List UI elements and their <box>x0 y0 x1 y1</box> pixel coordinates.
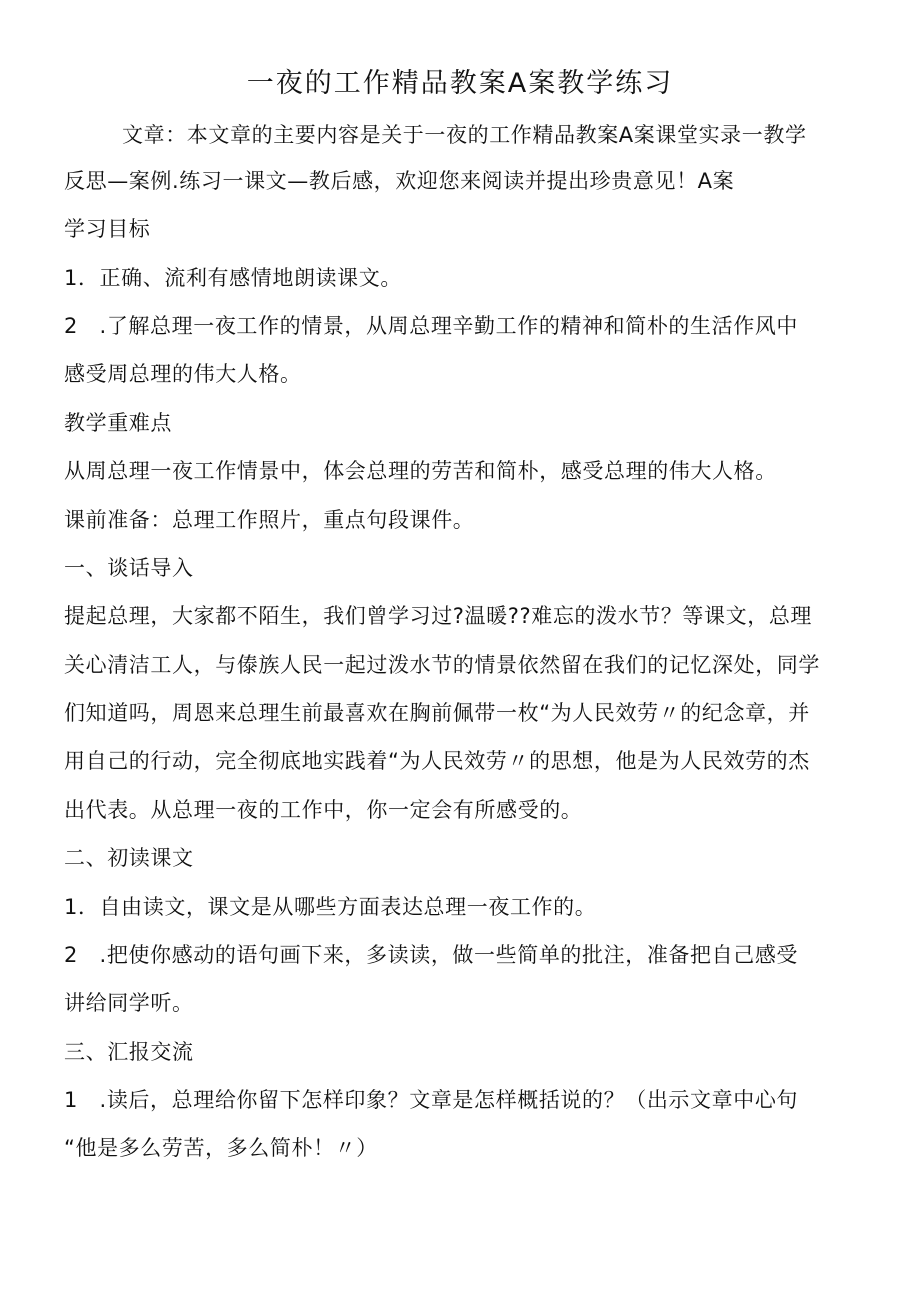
first-reading-item-1: 1．自由读文，课文是从哪些方面表达总理一夜工作的。 <box>64 895 597 919</box>
section-heading-learning-goals: 学习目标 <box>64 217 151 241</box>
intro-line-2: 反思—案例.练习一课文—教后感，欢迎您来阅读并提出珍贵意见！A案 <box>64 169 735 193</box>
goal-item-2-line-2: 感受周总理的伟大人格。 <box>64 362 302 386</box>
intro-talk-line-5: 出代表。从总理一夜的工作中，你一定会有所感受的。 <box>64 798 583 822</box>
intro-line-1: 文章：本文章的主要内容是关于一夜的工作精品教案A案课堂实录一教学 <box>122 123 807 147</box>
report-item-1-line-2: “他是多么劳苦，多么简朴！〃） <box>64 1136 378 1160</box>
section-heading-intro-talk: 一、谈话导入 <box>64 556 194 580</box>
intro-talk-line-1: 提起总理，大家都不陌生，我们曾学习过?温暖??难忘的泼水节？等课文，总理 <box>64 604 813 628</box>
section-heading-key-points: 教学重难点 <box>64 411 172 435</box>
document-title: 一夜的工作精品教案A案教学练习 <box>246 68 674 99</box>
section-heading-first-reading: 二、初读课文 <box>64 846 194 870</box>
first-reading-item-2-line-1: 2 .把使你感动的语句画下来，多读读，做一些简单的批注，准备把自己感受 <box>64 943 799 967</box>
intro-talk-line-4: 用自己的行动，完全彻底地实践着“为人民效劳〃的思想，他是为人民效劳的杰 <box>64 749 810 773</box>
first-reading-item-2-line-2: 讲给同学听。 <box>64 991 194 1015</box>
section-heading-report-exchange: 三、汇报交流 <box>64 1040 194 1064</box>
report-item-1-line-1: 1 .读后，总理给你留下怎样印象？文章是怎样概括说的？（出示文章中心句 <box>64 1088 799 1112</box>
preparation-text: 课前准备：总理工作照片，重点句段课件。 <box>64 508 475 532</box>
goal-item-1: 1．正确、流利有感情地朗读课文。 <box>64 266 402 290</box>
key-points-text: 从周总理一夜工作情景中，体会总理的劳苦和简朴，感受总理的伟大人格。 <box>64 459 777 483</box>
intro-talk-line-2: 关心清洁工人，与傣族人民一起过泼水节的情景依然留在我们的记忆深处，同学 <box>64 653 820 677</box>
goal-item-2-line-1: 2 .了解总理一夜工作的情景，从周总理辛勤工作的精神和简朴的生活作风中 <box>64 314 799 338</box>
intro-talk-line-3: 们知道吗，周恩来总理生前最喜欢在胸前佩带一枚“为人民效劳〃的纪念章，并 <box>64 701 810 725</box>
